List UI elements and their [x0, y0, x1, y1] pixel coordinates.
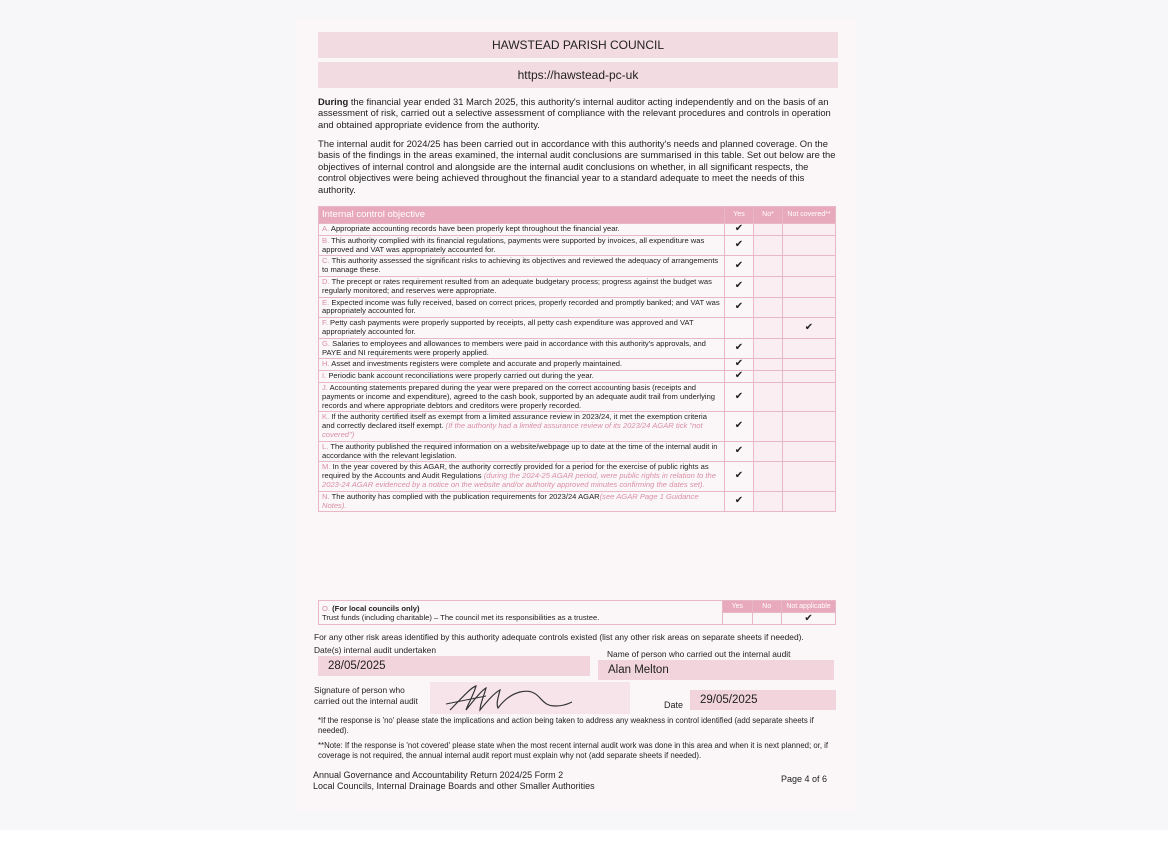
not-covered-cell [783, 441, 836, 462]
control-text: The precept or rates requirement resulted from an adequate budgetary process; progress against the budget was regularly monitored; and reserves were appropriate. [322, 276, 712, 295]
footer-title [313, 770, 595, 792]
control-text: Asset and investments registers were complete and accurate and properly maintained. [331, 359, 623, 369]
control-objective [319, 338, 725, 359]
control-text: Appropriate accounting records have been properly kept throughout the financial year. [330, 224, 620, 233]
control-text: The authority published the required information on a website/webpage up to date at the time of the internal audit in accordance with the relevant legislation. [322, 441, 718, 460]
control-row [319, 224, 836, 236]
not-covered-cell [783, 224, 836, 236]
control-objective [319, 318, 725, 339]
other-risks-text: For any other risk areas identified by this authority adequate controls existed (list any other risk areas on separate sheets if needed). [314, 632, 804, 642]
control-letter: L. [322, 441, 329, 451]
row-o-no-header: No [752, 601, 782, 613]
control-objective [319, 462, 725, 491]
control-row [319, 256, 836, 277]
internal-control-table [318, 206, 836, 512]
control-letter: I. [322, 371, 327, 381]
signature-date-field: 29/05/2025 [690, 690, 836, 710]
control-text: Periodic bank account reconciliations were properly carried out during the year. [328, 371, 594, 381]
intro-para1-text: the financial year ended 31 March 2025, this authority's internal auditor acting independently and on the basis of an assessment of risk, carried out a selective assessment of compliance with the relevant procedures and controls in operation and obtained appropriate evidence from the authority. [318, 96, 831, 130]
not-covered-cell [783, 462, 836, 491]
no-cell [754, 441, 783, 462]
control-text: If the authority certified itself as exempt from a limited assurance review in 2023/24, it met the exemption criteria and correctly declared itself exempt. [322, 412, 707, 431]
control-letter: D. [322, 276, 330, 286]
col-not-covered-header: Not covered** [783, 207, 836, 224]
control-row [319, 318, 836, 339]
control-objective [319, 412, 725, 441]
yes-cell: ✔ [725, 491, 754, 512]
row-o-yes [723, 613, 753, 625]
audit-date-field: 28/05/2025 [318, 656, 590, 676]
yes-cell: ✔ [725, 297, 754, 318]
not-covered-cell [783, 491, 836, 512]
control-text: This authority assessed the significant risks to achieving its objectives and reviewed the adequacy of arrangements to manage these. [322, 256, 719, 275]
control-objective [319, 359, 725, 371]
not-covered-cell [783, 359, 836, 371]
control-row [319, 371, 836, 383]
audit-date-label: Date(s) internal audit undertaken [314, 645, 436, 655]
yes-cell: ✔ [725, 256, 754, 277]
row-o-no [752, 613, 782, 625]
yes-cell: ✔ [725, 235, 754, 256]
control-note: (during the 2024-25 AGAR period, were public rights in relation to the 2023-24 AGAR evidenced by a notice on the website and/or authority approved minutes confirming the dates set). [322, 471, 716, 489]
auditor-name-label: Name of person who carried out the internal audit [607, 649, 791, 659]
no-cell [754, 338, 783, 359]
control-row [319, 359, 836, 371]
col-yes-header: Yes [725, 207, 754, 224]
control-objective [319, 297, 725, 318]
control-row [319, 441, 836, 462]
intro-paragraph-1 [318, 96, 836, 130]
control-letter: J. [322, 382, 328, 392]
control-text: In the year covered by this AGAR, the authority correctly provided for a period for the exercise of public rights as required by the Accounts and Audit Regulations [322, 462, 709, 481]
signature-label-line1: Signature of person who [314, 685, 405, 695]
control-letter: C. [322, 256, 330, 266]
row-o-na-header: Not applicable [782, 601, 836, 613]
yes-cell: ✔ [725, 359, 754, 371]
no-cell [754, 318, 783, 339]
intro-paragraph-2: The internal audit for 2024/25 has been carried out in accordance with this authority's needs and planned coverage. On the basis of the findings in the areas examined, the internal audit conclusions are summarised in this table. Set out below are the objectives of internal control and alongside are the internal audit conclusions on whether, in all significant respects, the control objectives were being achieved throughout the financial year to a standard adequate to meet the needs of this authority. [318, 138, 836, 195]
col-no-header: No* [754, 207, 783, 224]
control-row [319, 297, 836, 318]
control-row [319, 382, 836, 411]
control-objective [319, 371, 725, 383]
yes-cell [725, 318, 754, 339]
not-covered-cell [783, 297, 836, 318]
not-covered-cell: ✔ [783, 318, 836, 339]
not-covered-cell [783, 382, 836, 411]
yes-cell: ✔ [725, 382, 754, 411]
col-objective-header: Internal control objective [319, 207, 725, 224]
control-letter: G. [322, 338, 331, 348]
yes-cell: ✔ [725, 412, 754, 441]
control-note: (see AGAR Page 1 Guidance Notes). [322, 491, 699, 510]
control-row [319, 412, 836, 441]
row-o-yes-header: Yes [723, 601, 753, 613]
footer-line2: Local Councils, Internal Drainage Boards and other Smaller Authorities [313, 781, 595, 791]
signature-label [314, 685, 418, 707]
auditor-signature [430, 682, 630, 714]
council-website: https://hawstead-pc-uk [318, 62, 838, 88]
row-o-na-check: ✔ [782, 613, 836, 625]
no-cell [754, 276, 783, 297]
control-objective [319, 382, 725, 411]
control-letter: E. [322, 297, 330, 307]
control-letter: M. [322, 462, 331, 472]
control-objective [319, 235, 725, 256]
not-covered-cell [783, 256, 836, 277]
not-covered-cell [783, 371, 836, 383]
control-text: The authority has complied with the publication requirements for 2023/24 AGAR [331, 491, 600, 501]
row-o-title: (For local councils only) [332, 603, 420, 613]
no-cell [754, 224, 783, 236]
yes-cell: ✔ [725, 224, 754, 236]
auditor-name-field: Alan Melton [598, 660, 834, 680]
control-objective [319, 224, 725, 236]
signature-label-line2: carried out the internal audit [314, 696, 418, 706]
control-letter: K. [322, 412, 330, 422]
row-o-description: Trust funds (including charitable) – The council met its responsibilities as a trustee. [322, 612, 600, 622]
control-objective [319, 491, 725, 512]
control-letter: N. [322, 491, 330, 501]
control-objective [319, 441, 725, 462]
note-not-covered: **Note: If the response is 'not covered' please state when the most recent internal audit work was done in this area and when it is next planned; or, if coverage is not required, the annual internal audit report must explain why not (add separate sheets if needed). [318, 741, 829, 760]
not-covered-cell [783, 338, 836, 359]
row-o-text [319, 601, 723, 625]
not-covered-cell [783, 235, 836, 256]
control-row [319, 276, 836, 297]
no-cell [754, 462, 783, 491]
page-number: Page 4 of 6 [781, 774, 828, 784]
signature-date-label: Date [664, 700, 684, 710]
note-no-response: *If the response is 'no' please state the implications and action being taken to address any weakness in control identified (add separate sheets if needed). [318, 716, 814, 735]
control-objective [319, 276, 725, 297]
control-text: Accounting statements prepared during the year were prepared on the correct accounting basis (receipts and payments or income and expenditure), agreed to the cash book, supported by an adequate audit trail from underlying records and where appropriate debtors and creditors were properly recorded. [322, 382, 716, 410]
signature-box [430, 682, 630, 714]
yes-cell: ✔ [725, 441, 754, 462]
not-covered-cell [783, 276, 836, 297]
control-row [319, 491, 836, 512]
yes-cell: ✔ [725, 276, 754, 297]
yes-cell: ✔ [725, 371, 754, 383]
footer-line1: Annual Governance and Accountability Return 2024/25 Form 2 [313, 770, 564, 780]
no-cell [754, 371, 783, 383]
control-letter: A. [322, 224, 330, 233]
no-cell [754, 256, 783, 277]
control-objective [319, 256, 725, 277]
control-letter: B. [322, 235, 330, 245]
control-note: (If the authority had a limited assurance review of its 2023/24 AGAR tick "not covered") [322, 421, 703, 439]
control-text: This authority complied with its financial regulations, payments were supported by invoices, all expenditure was approved and VAT was appropriately accounted for. [322, 235, 705, 254]
yes-cell: ✔ [725, 338, 754, 359]
control-text: Salaries to employees and allowances to members were paid in accordance with this authority's approvals, and PAYE and NI requirements were properly applied. [322, 338, 706, 357]
control-letter: H. [322, 359, 330, 369]
no-cell [754, 235, 783, 256]
council-name: HAWSTEAD PARISH COUNCIL [318, 32, 838, 58]
trust-funds-table [318, 600, 836, 625]
yes-cell: ✔ [725, 462, 754, 491]
not-covered-cell [783, 412, 836, 441]
row-o-letter: O. [322, 603, 331, 613]
no-cell [754, 297, 783, 318]
control-text: Expected income was fully received, based on correct prices, properly recorded and promptly banked; and VAT was appropriately accounted for. [322, 297, 720, 316]
no-cell [754, 412, 783, 441]
no-cell [754, 491, 783, 512]
intro-lead: During [318, 96, 349, 107]
control-row [319, 462, 836, 491]
no-cell [754, 382, 783, 411]
control-row [319, 235, 836, 256]
control-text: Petty cash payments were properly supported by receipts, all petty cash expenditure was approved and VAT appropriately accounted for. [322, 318, 694, 336]
no-cell [754, 359, 783, 371]
control-letter: F. [322, 318, 328, 328]
control-row [319, 338, 836, 359]
scan-edge [0, 830, 1168, 848]
